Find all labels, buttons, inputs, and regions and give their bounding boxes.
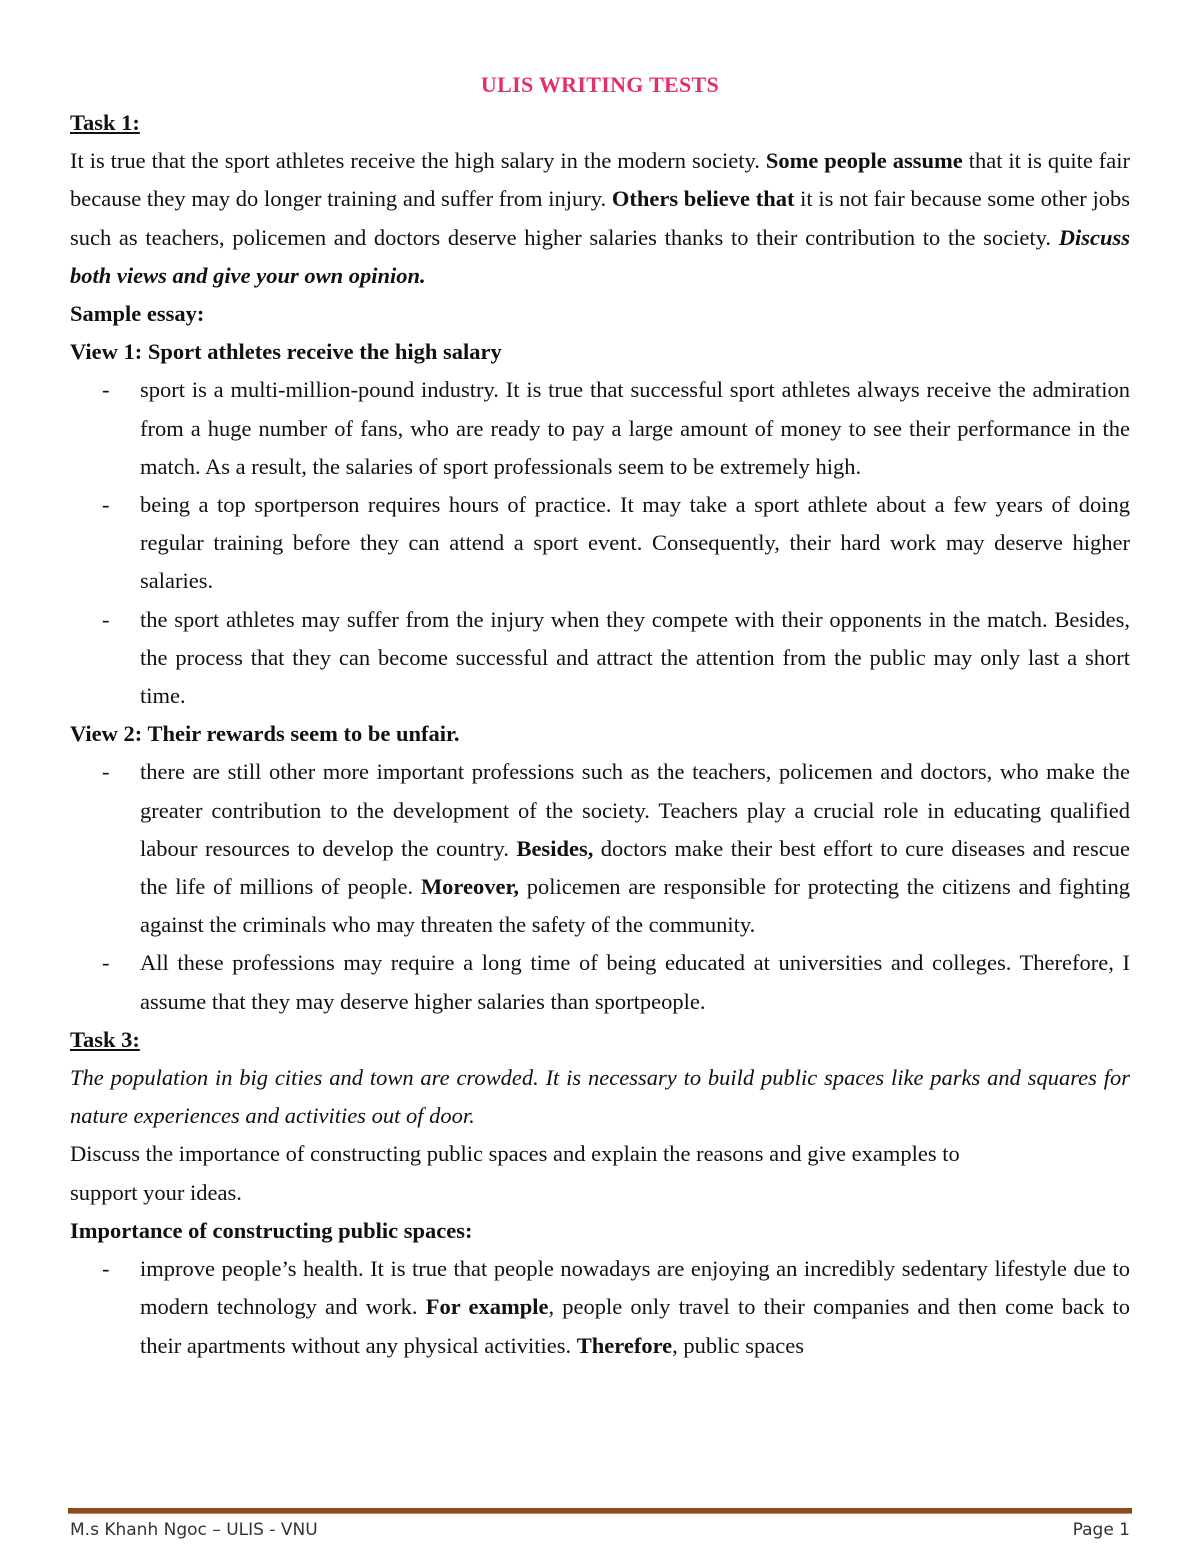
task3-prompt: The population in big cities and town are crowded. It is necessary to build public spaces like parks and squares for nature experiences and activities out of door.: [70, 1065, 1130, 1129]
bullet-text: [140, 601, 1130, 716]
task1-heading: Task 1:: [70, 110, 140, 135]
task3-instruction-line2: support your ideas.: [70, 1179, 242, 1205]
emphasis-text: For example: [425, 1294, 549, 1320]
bullet-dash-icon: -: [102, 1256, 110, 1282]
bullet-text: [140, 486, 1130, 601]
bullet-text: [140, 753, 1130, 944]
task3-bullet-list: [70, 1250, 1130, 1365]
text-run: there are still other more important professions such as the teachers, policemen and doctors, who make the greater contribution to the development of the society. Teachers play a crucial role in educating qualified labour resources to develop the country.: [140, 759, 1130, 861]
view2-bullet-list: [70, 753, 1130, 1020]
view2-heading: View 2: Their rewards seem to be unfair.: [70, 721, 460, 747]
bullet-dash-icon: -: [102, 492, 110, 518]
task1-prompt: [70, 142, 1130, 295]
bullet-dash-icon: -: [102, 377, 110, 403]
bullet-text: [140, 371, 1130, 486]
document-page: [70, 70, 1130, 1365]
emphasis-text: Besides,: [516, 835, 594, 861]
bullet-item: [70, 601, 1130, 716]
text-run: it is not fair because some other jobs such as teachers, policemen and doctors deserve higher salaries thanks to their contribution to the society.: [70, 186, 1131, 250]
bullet-text: [140, 944, 1130, 1020]
bullet-item: [70, 371, 1130, 486]
emphasis-text: Therefore: [576, 1332, 673, 1358]
document-title: ULIS WRITING TESTS: [480, 72, 720, 97]
text-run: improve people’s health. It is true that people nowadays are enjoying an incredibly sedentary lifestyle due to modern technology and work.: [140, 1256, 1130, 1320]
footer-divider: [68, 1508, 1132, 1514]
text-run: policemen are responsible for protecting the citizens and fighting against the criminals who may threaten the safety of the community.: [140, 874, 1130, 938]
bullet-item: [70, 753, 1130, 944]
view1-heading: View 1: Sport athletes receive the high salary: [70, 339, 502, 365]
task3-instruction-line1: Discuss the importance of constructing public spaces and explain the reasons and give examples to: [70, 1141, 960, 1167]
bullet-item: [70, 1250, 1130, 1365]
text-run: the sport athletes may suffer from the injury when they compete with their opponents in the match. Besides, the process that they can become successful and attract the attention from the public may only last a short time.: [140, 606, 1130, 709]
view1-bullet-list: [70, 371, 1130, 715]
text-run: doctors make their best effort to cure diseases and rescue the life of millions of people.: [140, 835, 1131, 900]
task3-heading: Task 3:: [70, 1026, 140, 1052]
bullet-dash-icon: -: [102, 759, 110, 785]
bullet-item: [70, 944, 1130, 1020]
page-number: Page 1: [1072, 1520, 1130, 1540]
bullet-text: [140, 1250, 1130, 1365]
text-run: It is true that the sport athletes receive the high salary in the modern society.: [70, 148, 766, 174]
emphasis-text: Others believe that: [611, 186, 795, 212]
text-run: , people only travel to their companies and then come back to their apartments without any physical activities.: [140, 1294, 1130, 1358]
page-footer: [70, 1520, 1130, 1540]
footer-author: M.s Khanh Ngoc – ULIS - VNU: [70, 1520, 318, 1540]
emphasis-text: Moreover,: [420, 874, 520, 900]
text-run: sport is a multi-million-pound industry. It is true that successful sport athletes always receive the admiration from a huge number of fans, who are ready to pay a large amount of money to see their performance in the match. As a result, the salaries of sport professionals seem to be extremely high.: [140, 377, 1130, 479]
bullet-dash-icon: -: [102, 950, 110, 976]
text-run: All these professions may require a long time of being educated at universities and colleges. Therefore, I assume that they may deserve higher salaries than sportpeople.: [140, 950, 1130, 1014]
bullet-dash-icon: -: [102, 606, 110, 632]
text-run: being a top sportperson requires hours of practice. It may take a sport athlete about a few years of doing regular training before they can attend a sport event. Consequently, their hard work may deserve higher salaries.: [140, 492, 1130, 594]
emphasis-text: Discuss both views and give your own opinion.: [70, 224, 1130, 288]
text-run: that it is quite fair because they may do longer training and suffer from injury.: [70, 148, 1131, 212]
sample-essay-label: Sample essay:: [70, 301, 205, 327]
emphasis-text: Some people assume: [765, 148, 963, 174]
text-run: , public spaces: [672, 1332, 804, 1358]
importance-heading: Importance of constructing public spaces:: [70, 1217, 473, 1243]
bullet-item: [70, 486, 1130, 601]
